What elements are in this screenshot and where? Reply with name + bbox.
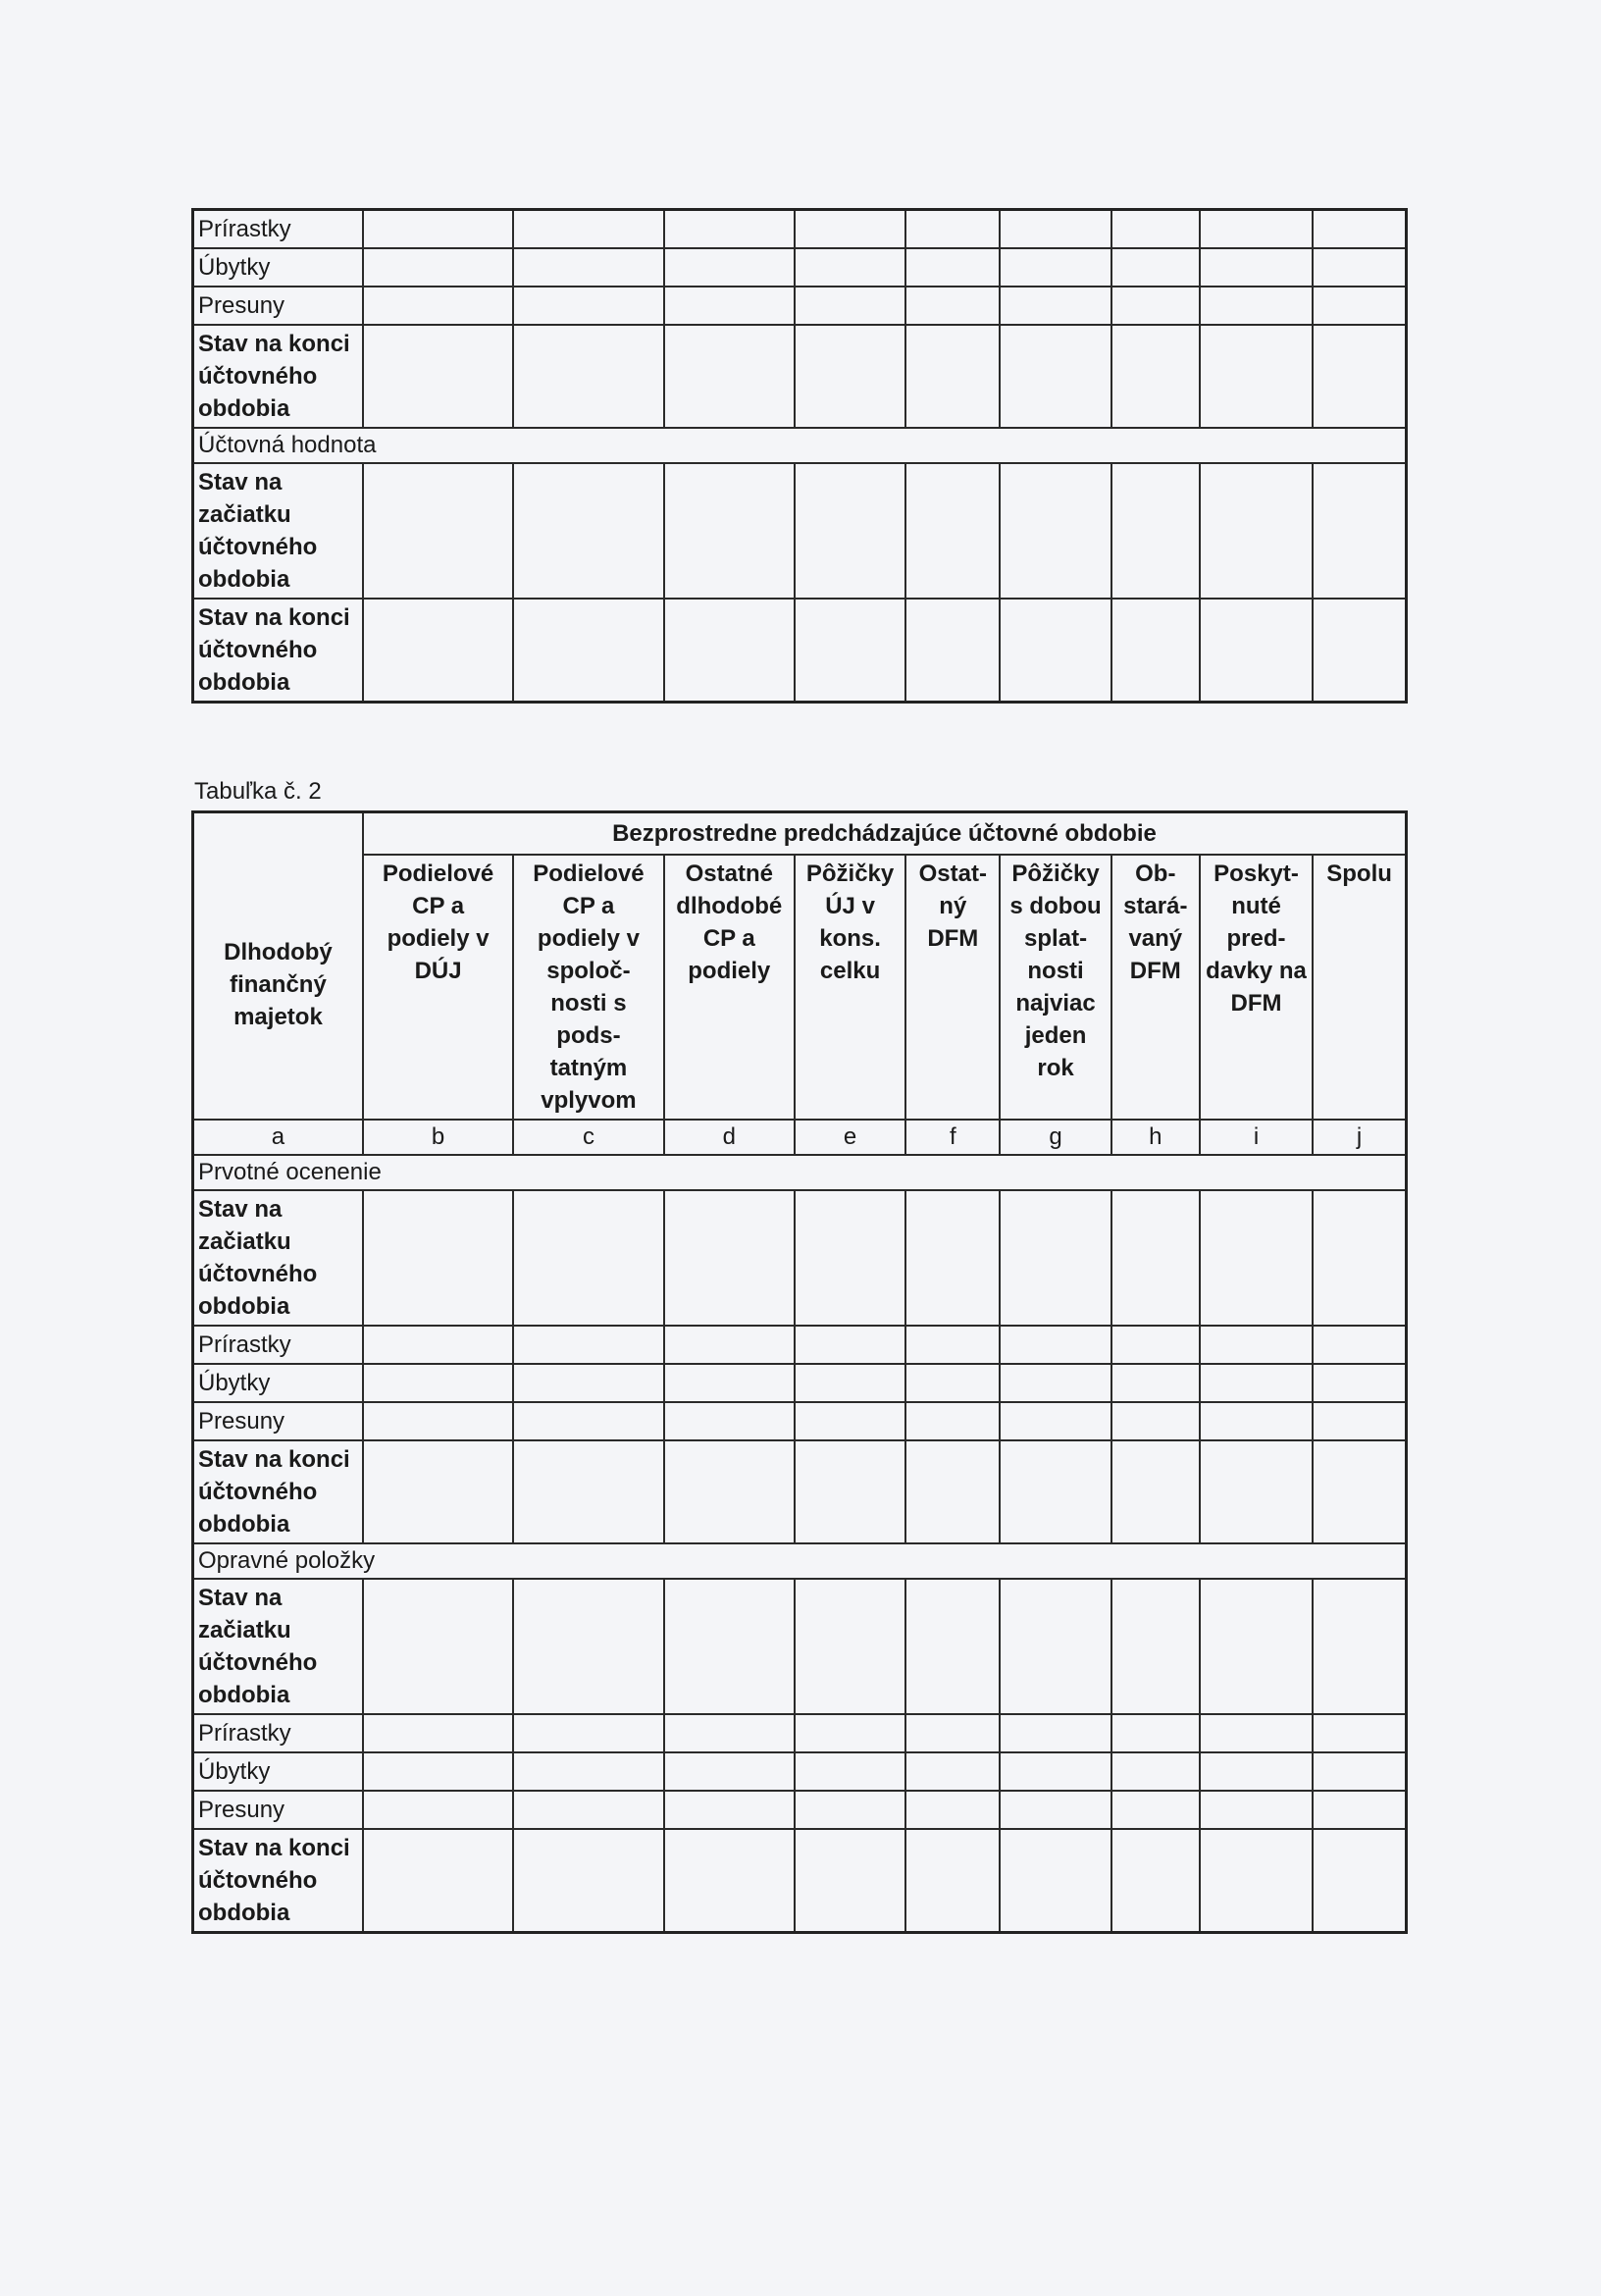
empty-cell: [1111, 248, 1200, 287]
empty-cell: [513, 599, 663, 703]
empty-cell: [1313, 1791, 1406, 1829]
empty-cell: [1000, 248, 1110, 287]
empty-cell: [1000, 1326, 1110, 1364]
empty-cell: [664, 325, 795, 428]
row-label: Stav na konci účtovného obdobia: [193, 325, 363, 428]
empty-cell: [513, 1579, 663, 1714]
table-row: [193, 1579, 1407, 1714]
empty-cell: [905, 248, 1000, 287]
empty-cell: [664, 463, 795, 599]
table-row: [193, 1829, 1407, 1933]
empty-cell: [363, 325, 513, 428]
table-row: [193, 1791, 1407, 1829]
col-header-h: Ob- stará- vaný DFM: [1111, 855, 1200, 1120]
row-label: Prírastky: [193, 1326, 363, 1364]
table-row: [193, 1752, 1407, 1791]
col-letter-f: f: [905, 1120, 1000, 1155]
empty-cell: [1111, 1829, 1200, 1933]
empty-cell: [795, 325, 905, 428]
empty-cell: [363, 1364, 513, 1402]
empty-cell: [1313, 1579, 1406, 1714]
empty-cell: [1000, 1190, 1110, 1326]
row-label: Presuny: [193, 287, 363, 325]
empty-cell: [1111, 325, 1200, 428]
empty-cell: [905, 1440, 1000, 1543]
col-letter-a: a: [193, 1120, 363, 1155]
empty-cell: [905, 463, 1000, 599]
empty-cell: [795, 1440, 905, 1543]
empty-cell: [513, 287, 663, 325]
table-row: [193, 463, 1407, 599]
empty-cell: [795, 1752, 905, 1791]
empty-cell: [1200, 599, 1313, 703]
empty-cell: [1313, 599, 1406, 703]
table-1-body: [193, 210, 1407, 429]
empty-cell: [1111, 287, 1200, 325]
empty-cell: [664, 1190, 795, 1326]
empty-cell: [1111, 1190, 1200, 1326]
empty-cell: [363, 210, 513, 249]
col-header-b: Podielové CP a podiely v DÚJ: [363, 855, 513, 1120]
row-label: Stav na konci účtovného obdobia: [193, 1440, 363, 1543]
col-header-e: Pôžičky ÚJ v kons. celku: [795, 855, 905, 1120]
table-caption: Tabuľka č. 2: [194, 778, 322, 805]
col-letter-h: h: [1111, 1120, 1200, 1155]
empty-cell: [1111, 463, 1200, 599]
empty-cell: [1000, 325, 1110, 428]
empty-cell: [363, 1402, 513, 1440]
empty-cell: [1200, 1714, 1313, 1752]
row-label: Presuny: [193, 1402, 363, 1440]
row-label: Úbytky: [193, 1752, 363, 1791]
empty-cell: [1111, 210, 1200, 249]
empty-cell: [795, 1791, 905, 1829]
empty-cell: [905, 325, 1000, 428]
empty-cell: [1111, 1752, 1200, 1791]
empty-cell: [513, 1791, 663, 1829]
empty-cell: [905, 599, 1000, 703]
empty-cell: [664, 1402, 795, 1440]
row-label: Presuny: [193, 1791, 363, 1829]
empty-cell: [1313, 1440, 1406, 1543]
table-row: [193, 248, 1407, 287]
empty-cell: [795, 1402, 905, 1440]
section-label-uctovna-hodnota: Účtovná hodnota: [193, 428, 1407, 463]
empty-cell: [513, 1190, 663, 1326]
empty-cell: [664, 1364, 795, 1402]
empty-cell: [905, 210, 1000, 249]
empty-cell: [664, 599, 795, 703]
col-letter-c: c: [513, 1120, 663, 1155]
empty-cell: [664, 210, 795, 249]
empty-cell: [664, 1829, 795, 1933]
empty-cell: [905, 1829, 1000, 1933]
empty-cell: [1111, 1440, 1200, 1543]
empty-cell: [363, 599, 513, 703]
empty-cell: [1000, 1402, 1110, 1440]
empty-cell: [1000, 1579, 1110, 1714]
empty-cell: [513, 210, 663, 249]
empty-cell: [795, 1829, 905, 1933]
empty-cell: [1200, 1326, 1313, 1364]
col-header-j: Spolu: [1313, 855, 1406, 1120]
empty-cell: [363, 1579, 513, 1714]
empty-cell: [363, 463, 513, 599]
empty-cell: [664, 248, 795, 287]
empty-cell: [1000, 1714, 1110, 1752]
empty-cell: [664, 1714, 795, 1752]
empty-cell: [1000, 599, 1110, 703]
empty-cell: [1200, 1829, 1313, 1933]
empty-cell: [1000, 210, 1110, 249]
period-title: Bezprostredne predchádzajúce účtovné obdobie: [363, 812, 1407, 856]
table-row: [193, 1440, 1407, 1543]
empty-cell: [664, 287, 795, 325]
empty-cell: [1200, 1752, 1313, 1791]
empty-cell: [1000, 1440, 1110, 1543]
empty-cell: [1313, 1364, 1406, 1402]
row-label: Stav na konci účtovného obdobia: [193, 1829, 363, 1933]
col-header-f: Ostat- ný DFM: [905, 855, 1000, 1120]
empty-cell: [1000, 1364, 1110, 1402]
empty-cell: [664, 1579, 795, 1714]
section-row: [193, 428, 1407, 463]
empty-cell: [1111, 1791, 1200, 1829]
table-2: [191, 810, 1408, 1934]
empty-cell: [1313, 1190, 1406, 1326]
table-row: [193, 1190, 1407, 1326]
empty-cell: [1000, 1829, 1110, 1933]
empty-cell: [363, 1190, 513, 1326]
empty-cell: [1200, 1364, 1313, 1402]
empty-cell: [513, 1364, 663, 1402]
empty-cell: [363, 1829, 513, 1933]
col-letter-g: g: [1000, 1120, 1110, 1155]
empty-cell: [905, 1326, 1000, 1364]
empty-cell: [795, 599, 905, 703]
table-1-continuation: [191, 208, 1408, 704]
empty-cell: [905, 1364, 1000, 1402]
section-label-prvotne-ocenenie: Prvotné ocenenie: [193, 1155, 1407, 1190]
col-letter-j: j: [1313, 1120, 1406, 1155]
empty-cell: [1313, 1829, 1406, 1933]
empty-cell: [1200, 1579, 1313, 1714]
table-row: [193, 1326, 1407, 1364]
header-title-row: [193, 812, 1407, 856]
col-header-i: Poskyt- nuté pred- davky na DFM: [1200, 855, 1313, 1120]
table-row: [193, 599, 1407, 703]
empty-cell: [664, 1752, 795, 1791]
empty-cell: [1313, 325, 1406, 428]
table-row: [193, 1364, 1407, 1402]
empty-cell: [1200, 1190, 1313, 1326]
empty-cell: [513, 463, 663, 599]
section-row: [193, 1543, 1407, 1579]
empty-cell: [795, 463, 905, 599]
col-letter-i: i: [1200, 1120, 1313, 1155]
col-letter-b: b: [363, 1120, 513, 1155]
empty-cell: [1000, 1752, 1110, 1791]
empty-cell: [363, 1326, 513, 1364]
empty-cell: [1111, 1714, 1200, 1752]
empty-cell: [1200, 287, 1313, 325]
row-label: Stav na začiatku účtovného obdobia: [193, 1579, 363, 1714]
col-header-g: Pôžičky s dobou splat- nosti najviac jeden rok: [1000, 855, 1110, 1120]
empty-cell: [513, 1326, 663, 1364]
empty-cell: [1200, 1791, 1313, 1829]
section-label-opravne-polozky: Opravné položky: [193, 1543, 1407, 1579]
empty-cell: [363, 248, 513, 287]
table-2-body-2: [193, 1579, 1407, 1933]
column-letters-row: [193, 1120, 1407, 1155]
empty-cell: [1111, 1579, 1200, 1714]
empty-cell: [363, 1440, 513, 1543]
table-row: [193, 210, 1407, 249]
table-row: [193, 1714, 1407, 1752]
empty-cell: [513, 1440, 663, 1543]
row-label: Stav na začiatku účtovného obdobia: [193, 463, 363, 599]
empty-cell: [363, 287, 513, 325]
empty-cell: [1200, 325, 1313, 428]
empty-cell: [1000, 1791, 1110, 1829]
row-label: Stav na konci účtovného obdobia: [193, 599, 363, 703]
col-letter-d: d: [664, 1120, 795, 1155]
empty-cell: [1313, 1752, 1406, 1791]
empty-cell: [795, 1190, 905, 1326]
empty-cell: [513, 1829, 663, 1933]
empty-cell: [363, 1752, 513, 1791]
empty-cell: [795, 248, 905, 287]
empty-cell: [905, 1402, 1000, 1440]
empty-cell: [905, 1190, 1000, 1326]
empty-cell: [664, 1440, 795, 1543]
section-row: [193, 1155, 1407, 1190]
table-2-body-1: [193, 1190, 1407, 1543]
empty-cell: [1111, 1364, 1200, 1402]
empty-cell: [664, 1791, 795, 1829]
col-letter-e: e: [795, 1120, 905, 1155]
empty-cell: [795, 1364, 905, 1402]
empty-cell: [1313, 210, 1406, 249]
empty-cell: [905, 1579, 1000, 1714]
empty-cell: [1000, 463, 1110, 599]
empty-cell: [513, 1752, 663, 1791]
empty-cell: [1313, 248, 1406, 287]
row-label: Prírastky: [193, 1714, 363, 1752]
empty-cell: [1200, 463, 1313, 599]
empty-cell: [664, 1326, 795, 1364]
header-columns-row: [193, 855, 1407, 1120]
empty-cell: [795, 287, 905, 325]
table-1-body-2: [193, 463, 1407, 703]
empty-cell: [1313, 1326, 1406, 1364]
empty-cell: [905, 287, 1000, 325]
col-header-d: Ostatné dlhodobé CP a podiely: [664, 855, 795, 1120]
empty-cell: [905, 1714, 1000, 1752]
empty-cell: [363, 1714, 513, 1752]
col-header-a: Dlhodobý finančný majetok: [193, 812, 363, 1121]
empty-cell: [795, 210, 905, 249]
empty-cell: [1111, 1402, 1200, 1440]
empty-cell: [905, 1791, 1000, 1829]
empty-cell: [513, 325, 663, 428]
empty-cell: [1000, 287, 1110, 325]
col-header-c: Podielové CP a podiely v spoloč- nosti s pods- tatným vplyvom: [513, 855, 663, 1120]
empty-cell: [795, 1714, 905, 1752]
empty-cell: [1200, 210, 1313, 249]
table-row: [193, 325, 1407, 428]
empty-cell: [1200, 248, 1313, 287]
row-label: Prírastky: [193, 210, 363, 249]
row-label: Úbytky: [193, 248, 363, 287]
empty-cell: [513, 248, 663, 287]
empty-cell: [513, 1402, 663, 1440]
empty-cell: [1313, 463, 1406, 599]
empty-cell: [1313, 287, 1406, 325]
empty-cell: [1111, 599, 1200, 703]
table-row: [193, 287, 1407, 325]
empty-cell: [905, 1752, 1000, 1791]
empty-cell: [795, 1579, 905, 1714]
empty-cell: [1200, 1402, 1313, 1440]
empty-cell: [1111, 1326, 1200, 1364]
row-label: Úbytky: [193, 1364, 363, 1402]
row-label: Stav na začiatku účtovného obdobia: [193, 1190, 363, 1326]
empty-cell: [795, 1326, 905, 1364]
empty-cell: [1313, 1714, 1406, 1752]
table-row: [193, 1402, 1407, 1440]
empty-cell: [363, 1791, 513, 1829]
empty-cell: [1200, 1440, 1313, 1543]
empty-cell: [1313, 1402, 1406, 1440]
empty-cell: [513, 1714, 663, 1752]
